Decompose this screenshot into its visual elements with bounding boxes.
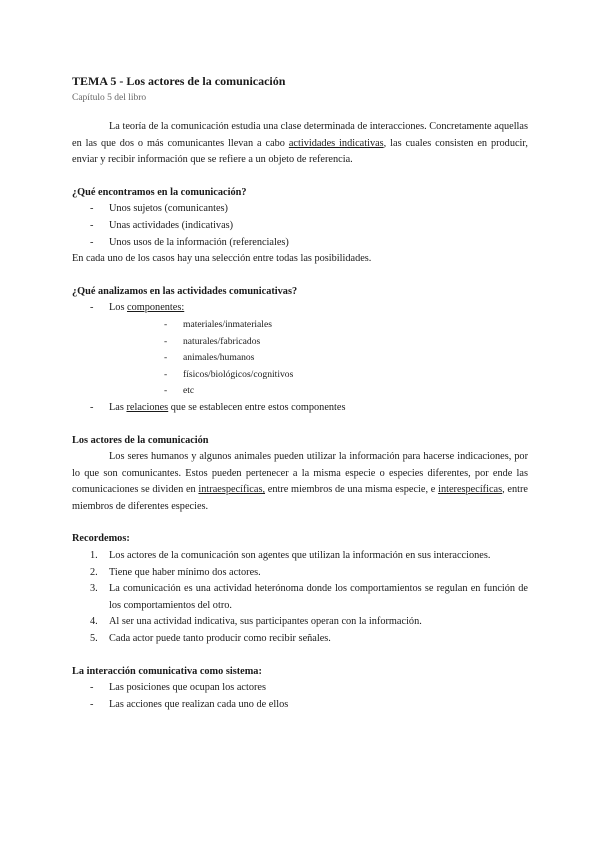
bullet-list bbox=[72, 201, 528, 251]
paragraph-text: , entre miembros de diferentes especies. bbox=[72, 484, 529, 512]
bullet-dash: - bbox=[90, 682, 94, 694]
bullet-dash: - bbox=[90, 698, 94, 710]
list-item bbox=[72, 235, 528, 252]
sub-list-item bbox=[109, 317, 528, 334]
sub-list-item bbox=[109, 334, 528, 351]
list-item-text: Unas actividades (indicativas) bbox=[109, 219, 234, 231]
bullet-dash: - bbox=[164, 385, 168, 397]
intro-text-end: , las cuales consisten en producir, enviar y recibir información que se refiere a un objeto de referencia. bbox=[72, 137, 528, 166]
numbered-item-text: La comunicación es una actividad heterónoma donde los comportamientos se regulan en función de los comportamientos del otro. bbox=[109, 583, 528, 611]
bullet-dash: - bbox=[90, 203, 94, 215]
list-item-text: Unos usos de la información (referenciales) bbox=[109, 236, 289, 248]
list-item-text: Los bbox=[109, 302, 128, 314]
numbered-item-text: Los actores de la comunicación son agentes que utilizan la información en sus interacciones. bbox=[109, 550, 491, 562]
underlined-term: intraespecíficas, bbox=[198, 484, 266, 496]
document-body bbox=[72, 72, 528, 713]
numbered-item bbox=[72, 614, 528, 631]
sub-list-item-text: naturales/fabricados bbox=[183, 335, 261, 347]
numbered-item bbox=[72, 548, 528, 565]
numbered-item-text: Cada actor puede tanto producir como recibir señales. bbox=[109, 633, 331, 645]
numbered-item-text: Al ser una actividad indicativa, sus participantes operan con la información. bbox=[109, 616, 422, 628]
bullet-list bbox=[72, 300, 528, 416]
bullet-dash: - bbox=[164, 352, 168, 364]
list-item bbox=[72, 300, 528, 400]
underlined-term: relaciones bbox=[126, 401, 169, 413]
sub-list-item-text: etc bbox=[183, 385, 195, 397]
numbered-item bbox=[72, 565, 528, 582]
bullet-dash: - bbox=[90, 401, 94, 413]
numbered-item bbox=[72, 581, 528, 614]
section-heading-actores: Los actores de la comunicación bbox=[72, 434, 209, 446]
bullet-dash: - bbox=[90, 219, 94, 231]
numbered-item-text: Tiene que haber mínimo dos actores. bbox=[109, 566, 261, 578]
section-heading-encontramos: ¿Qué encontramos en la comunicación? bbox=[72, 186, 247, 198]
list-item bbox=[72, 697, 528, 714]
item-number: 4. bbox=[90, 616, 98, 628]
underlined-term: interespecíficas bbox=[438, 484, 503, 496]
section-heading-recordemos: Recordemos: bbox=[72, 533, 130, 545]
list-item-text: Las bbox=[109, 401, 127, 413]
item-number: 1. bbox=[90, 550, 98, 562]
underlined-term: componentes: bbox=[127, 302, 185, 314]
sub-list-item-text: materiales/inmateriales bbox=[183, 318, 272, 330]
item-number: 5. bbox=[90, 633, 98, 645]
section-heading-analizamos: ¿Qué analizamos en las actividades comunicativas? bbox=[72, 285, 298, 297]
intro-underlined-term: actividades indicativas bbox=[288, 137, 384, 149]
sub-list-item bbox=[109, 367, 528, 384]
list-item bbox=[72, 400, 528, 417]
item-number: 3. bbox=[90, 583, 98, 595]
page-title: TEMA 5 - Los actores de la comunicación bbox=[72, 74, 286, 88]
intro-text: La teoría de la comunicación estudia una clase determinada de interacciones. Concretamente aquellas en las que dos o más comunicantes llevan a cabo bbox=[72, 121, 528, 149]
bullet-dash: - bbox=[164, 368, 168, 380]
sub-bullet-list bbox=[109, 317, 528, 400]
numbered-item bbox=[72, 631, 528, 648]
actores-paragraph bbox=[72, 449, 528, 515]
list-item-text: Las acciones que realizan cada uno de ellos bbox=[109, 698, 289, 710]
intro-paragraph bbox=[72, 119, 528, 169]
bullet-dash: - bbox=[90, 302, 94, 314]
list-item bbox=[72, 201, 528, 218]
numbered-list bbox=[72, 548, 528, 648]
sub-list-item bbox=[109, 350, 528, 367]
bullet-dash: - bbox=[164, 335, 168, 347]
bullet-dash: - bbox=[164, 318, 168, 330]
list-item bbox=[72, 680, 528, 697]
list-item bbox=[72, 218, 528, 235]
sub-list-item-text: físicos/biológicos/cognitivos bbox=[183, 368, 294, 380]
section-heading-sistema: La interacción comunicativa como sistema: bbox=[72, 665, 262, 677]
paragraph-text: entre miembros de una misma especie, e bbox=[265, 484, 439, 496]
item-number: 2. bbox=[90, 566, 98, 578]
section-note: En cada uno de los casos hay una selección entre todas las posibilidades. bbox=[72, 253, 372, 265]
list-item-text-end: que se establecen entre estos componentes bbox=[168, 401, 346, 413]
list-item-text: Las posiciones que ocupan los actores bbox=[109, 682, 266, 694]
sub-list-item-text: animales/humanos bbox=[183, 352, 255, 364]
paragraph-text: Los seres humanos y algunos animales pueden utilizar la información para hacerse indicaciones, por lo que son comunicantes. Estos pueden pertenecer a la misma especie o especies diferentes, por ende las comunicaciones se dividen en bbox=[72, 451, 528, 496]
bullet-dash: - bbox=[90, 236, 94, 248]
sub-list-item bbox=[109, 383, 528, 400]
bullet-list bbox=[72, 680, 528, 713]
list-item-text: Unos sujetos (comunicantes) bbox=[109, 203, 228, 215]
page-subtitle: Capítulo 5 del libro bbox=[72, 93, 147, 103]
